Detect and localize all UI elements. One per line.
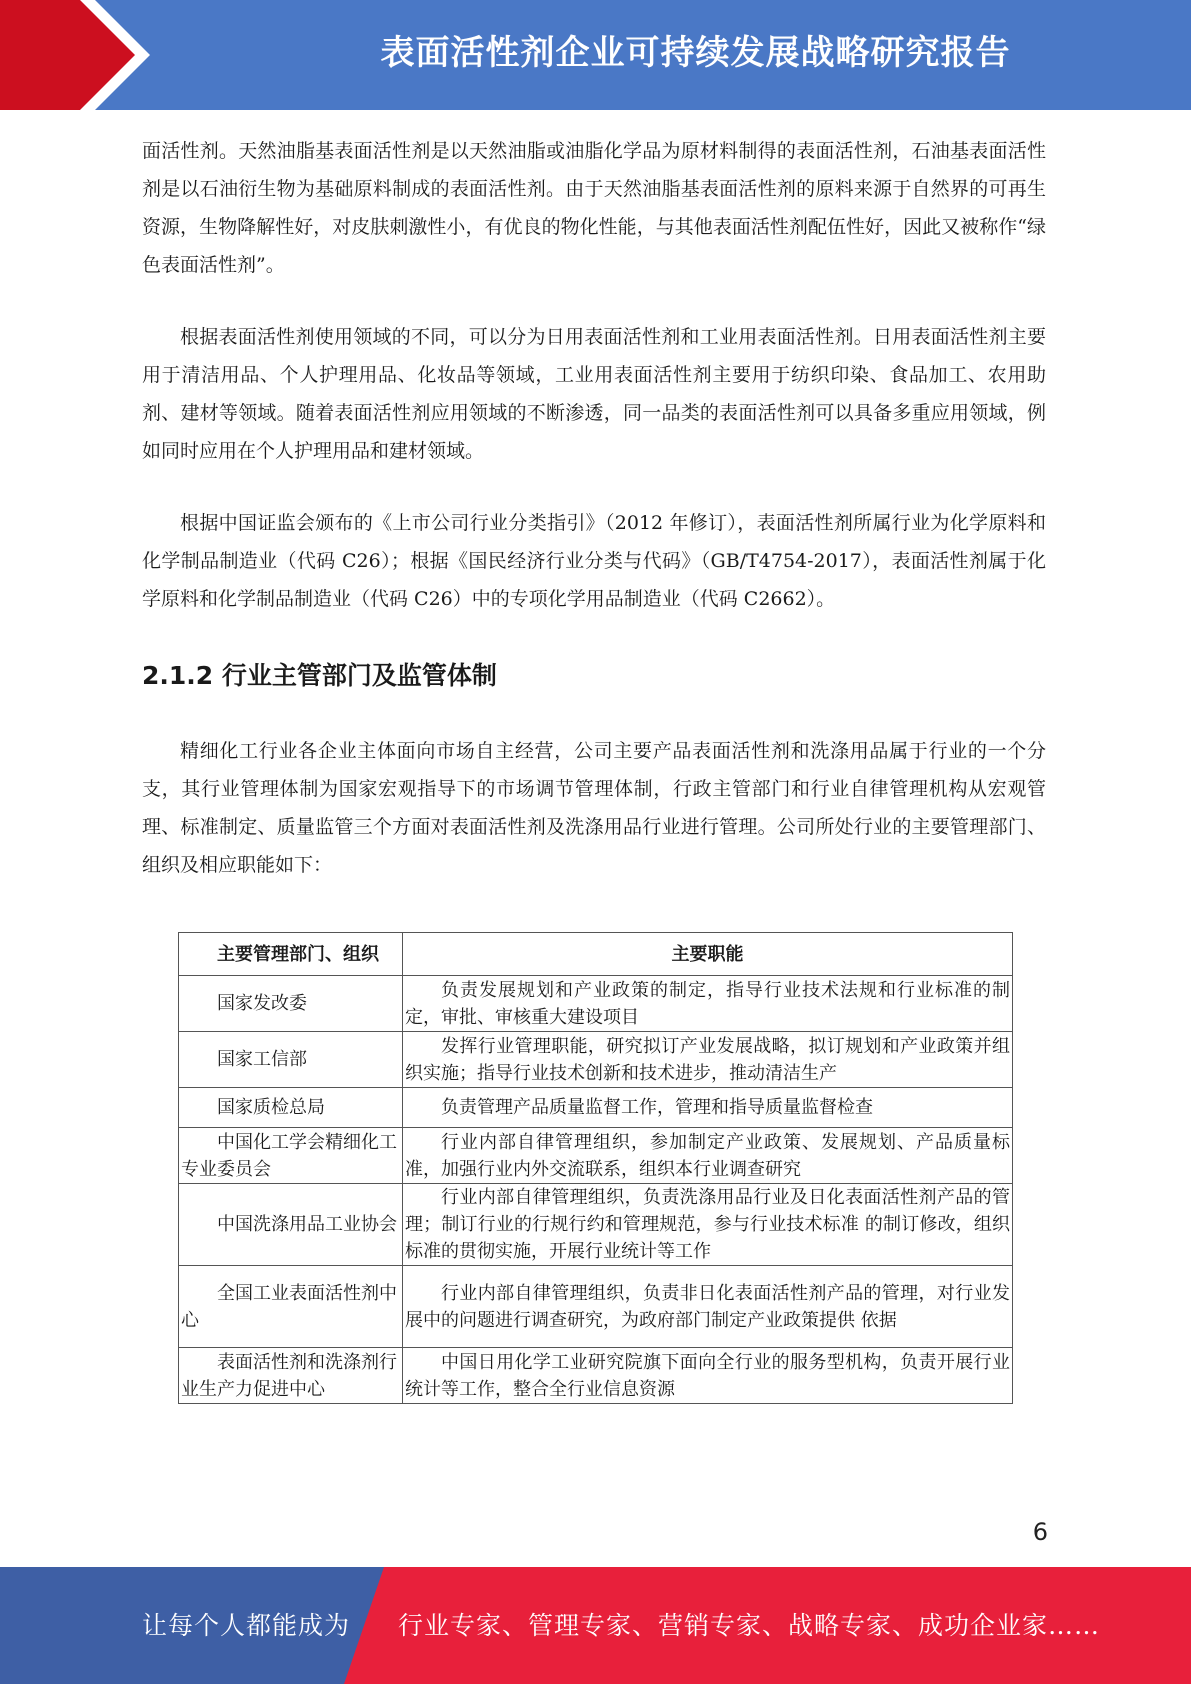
- table-row: [179, 1184, 1013, 1266]
- section-intro: 精细化工行业各企业主体面向市场自主经营，公司主要产品表面活性剂和洗涤用品属于行业的一个分支，其行业管理体制为国家宏观指导下的市场调节管理体制，行政主管部门和行业自律管理机构从宏观管理、标准制定、质量监管三个方面对表面活性剂及洗涤用品行业进行管理。公司所处行业的主要管理部门、组织及相应职能如下：: [142, 740, 1046, 876]
- org-cell: 国家工信部: [179, 1032, 403, 1088]
- regulators-table: [178, 932, 1013, 1404]
- table-row: [179, 1266, 1013, 1348]
- table-row: [179, 1088, 1013, 1128]
- org-cell: 中国化工学会精细化工专业委员会: [179, 1128, 403, 1184]
- duty-cell: 行业内部自律管理组织，负责非日化表面活性剂产品的管理，对行业发展中的问题进行调查研究，为政府部门制定产业政策提供 依据: [403, 1266, 1013, 1348]
- section-heading: 2.1.2 行业主管部门及监管体制: [142, 661, 497, 690]
- paragraph: 根据表面活性剂使用领域的不同，可以分为日用表面活性剂和工业用表面活性剂。日用表面活性剂主要用于清洁用品、个人护理用品、化妆品等领域，工业用表面活性剂主要用于纺织印染、食品加工、农用助剂、建材等领域。随着表面活性剂应用领域的不断渗透，同一品类的表面活性剂可以具备多重应用领域，例如同时应用在个人护理用品和建材领域。: [142, 326, 1046, 462]
- footer-slogan-right: 行业专家、管理专家、营销专家、战略专家、成功企业家……: [398, 1611, 1101, 1640]
- paragraph: 面活性剂。天然油脂基表面活性剂是以天然油脂或油脂化学品为原材料制得的表面活性剂，石油基表面活性剂是以石油衍生物为基础原料制成的表面活性剂。由于天然油脂基表面活性剂的原料来源于自然界的可再生资源，生物降解性好，对皮肤刺激性小，有优良的物化性能，与其他表面活性剂配伍性好，因此又被称作“绿色表面活性剂”。: [142, 140, 1046, 276]
- duty-cell: 负责管理产品质量监督工作，管理和指导质量监督检查: [403, 1088, 1013, 1128]
- footer-banner: [0, 1567, 1191, 1684]
- table-row: [179, 1348, 1013, 1404]
- table-row: [179, 976, 1013, 1032]
- org-cell: 国家质检总局: [179, 1088, 403, 1128]
- duty-cell: 负责发展规划和产业政策的制定，指导行业技术法规和行业标准的制定，审批、审核重大建设项目: [403, 976, 1013, 1032]
- regulators-table-wrap: [178, 932, 1012, 1404]
- report-title: 表面活性剂企业可持续发展战略研究报告: [380, 33, 1011, 73]
- header-banner: [0, 0, 1191, 110]
- paragraph: 根据中国证监会颁布的《上市公司行业分类指引》（2012 年修订），表面活性剂所属行业为化学原料和化学制品制造业（代码 C26）；根据《国民经济行业分类与代码》（GB/T4754-2017），表面活性剂属于化学原料和化学制品制造业（代码 C26）中的专项化学用品制造业（代码 C2662）。: [142, 512, 1046, 610]
- duty-cell: 中国日用化学工业研究院旗下面向全行业的服务型机构，负责开展行业统计等工作，整合全行业信息资源: [403, 1348, 1013, 1404]
- main-content: [142, 132, 1046, 884]
- table-row: [179, 1032, 1013, 1088]
- page-number: 6: [1032, 1518, 1048, 1546]
- column-header-org: 主要管理部门、组织: [179, 933, 403, 976]
- column-header-duty: 主要职能: [403, 933, 1013, 976]
- org-cell: 表面活性剂和洗涤剂行业生产力促进中心: [179, 1348, 403, 1404]
- red-chevron-icon: [0, 0, 200, 110]
- table-header-row: [179, 933, 1013, 976]
- footer-slogan-left: 让每个人都能成为: [142, 1611, 351, 1640]
- org-cell: 全国工业表面活性剂中心: [179, 1266, 403, 1348]
- org-cell: 中国洗涤用品工业协会: [179, 1184, 403, 1266]
- table-row: [179, 1128, 1013, 1184]
- duty-cell: 行业内部自律管理组织，负责洗涤用品行业及日化表面活性剂产品的管理；制订行业的行规行约和管理规范，参与行业技术标准 的制订修改，组织标准的贯彻实施，开展行业统计等工作: [403, 1184, 1013, 1266]
- org-cell: 国家发改委: [179, 976, 403, 1032]
- duty-cell: 发挥行业管理职能，研究拟订产业发展战略，拟订规划和产业政策并组织实施；指导行业技术创新和技术进步，推动清洁生产: [403, 1032, 1013, 1088]
- duty-cell: 行业内部自律管理组织，参加制定产业政策、发展规划、产品质量标准，加强行业内外交流联系，组织本行业调查研究: [403, 1128, 1013, 1184]
